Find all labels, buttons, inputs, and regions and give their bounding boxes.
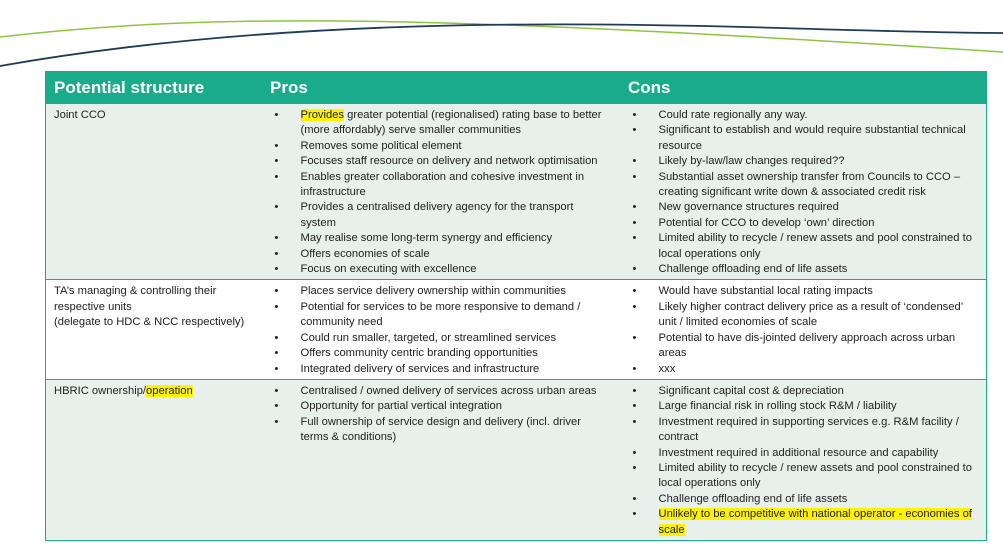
- list-item: • Provides a centralised delivery agency for the transport system: [270, 200, 612, 231]
- list-item: • Offers community centric branding opportunities: [270, 346, 612, 361]
- list-item: • Would have substantial local rating impacts: [628, 284, 979, 299]
- table-header-row: [46, 72, 987, 104]
- list-item: • Significant to establish and would require substantial technical resource: [628, 123, 979, 154]
- list-item: • xxx: [628, 362, 979, 377]
- pros-cell: [262, 379, 620, 540]
- structure-label-line: TA’s managing & controlling their: [54, 285, 217, 298]
- list-item: • Enables greater collaboration and cohesive investment in infrastructure: [270, 170, 612, 201]
- list-item: • Provides greater potential (regionalised) rating base to better (more affordably) serve smaller communities: [270, 108, 612, 139]
- pros-list: [270, 384, 612, 446]
- highlighted-text: operation: [146, 384, 193, 397]
- list-item: • Potential to have dis-jointed delivery approach across urban areas: [628, 331, 979, 362]
- cons-list: [628, 384, 979, 538]
- list-item: • Challenge offloading end of life assets: [628, 262, 979, 277]
- list-item: • Offers economies of scale: [270, 247, 612, 262]
- header-cons: Cons: [620, 72, 987, 104]
- list-item: • Focuses staff resource on delivery and network optimisation: [270, 154, 612, 169]
- list-item: • Could rate regionally any way.: [628, 108, 979, 123]
- highlighted-text: Unlikely to be competitive with national operator - economies of scale: [658, 508, 972, 536]
- list-item: • Significant capital cost & depreciation: [628, 384, 979, 399]
- cons-cell: [620, 104, 987, 280]
- list-item: • Investment required in additional resource and capability: [628, 446, 979, 461]
- highlighted-text: Provides: [300, 109, 345, 121]
- pros-list: [270, 108, 612, 277]
- table-row: [46, 280, 987, 379]
- pros-cell: [262, 280, 620, 379]
- structure-cell: [46, 379, 262, 540]
- list-item: • Likely by-law/law changes required??: [628, 154, 979, 169]
- list-item: • Potential for services to be more responsive to demand / community need: [270, 300, 612, 331]
- list-item: • Substantial asset ownership transfer from Councils to CCO – creating significant write down & associated credit risk: [628, 170, 979, 201]
- structure-label-line: respective units: [54, 300, 132, 313]
- structure-cell: [46, 280, 262, 379]
- list-item: • Potential for CCO to develop ‘own’ direction: [628, 216, 979, 231]
- list-item: • Challenge offloading end of life assets: [628, 492, 979, 507]
- list-item: • Investment required in supporting services e.g. R&M facility / contract: [628, 415, 979, 446]
- list-item: • Integrated delivery of services and infrastructure: [270, 362, 612, 377]
- header-potential-structure: Potential structure: [46, 72, 262, 104]
- list-item: • Centralised / owned delivery of services across urban areas: [270, 384, 612, 399]
- structure-label: Joint CCO: [54, 109, 106, 121]
- structure-cell: [46, 104, 262, 280]
- pros-list: [270, 284, 612, 376]
- structure-label: HBRIC ownership/: [54, 384, 147, 397]
- decorative-swoosh: [0, 0, 1003, 70]
- list-item: • Could run smaller, targeted, or streamlined services: [270, 331, 612, 346]
- structure-comparison-table: [45, 71, 987, 541]
- cons-list: [628, 284, 979, 376]
- header-pros: Pros: [262, 72, 620, 104]
- cons-list: [628, 108, 979, 277]
- list-item: • Opportunity for partial vertical integration: [270, 399, 612, 414]
- list-item: [628, 507, 979, 538]
- cons-cell: [620, 280, 987, 379]
- list-item: • May realise some long-term synergy and efficiency: [270, 231, 612, 246]
- table-row: [46, 104, 987, 280]
- list-item: • Limited ability to recycle / renew assets and pool constrained to local operations only: [628, 231, 979, 262]
- structure-label-line: (delegate to HDC & NCC respectively): [54, 316, 245, 329]
- list-item: • Likely higher contract delivery price as a result of ‘condensed’ unit / limited economies of scale: [628, 300, 979, 331]
- list-item: • Removes some political element: [270, 139, 612, 154]
- table-row: [46, 379, 987, 540]
- list-item: • Large financial risk in rolling stock R&M / liability: [628, 399, 979, 414]
- list-item: • Places service delivery ownership within communities: [270, 284, 612, 299]
- list-item: • Focus on executing with excellence: [270, 262, 612, 277]
- list-item: • Limited ability to recycle / renew assets and pool constrained to local operations only: [628, 461, 979, 492]
- pros-cell: [262, 104, 620, 280]
- cons-cell: [620, 379, 987, 540]
- list-item: • New governance structures required: [628, 200, 979, 215]
- list-item: • Full ownership of service design and delivery (incl. driver terms & conditions): [270, 415, 612, 446]
